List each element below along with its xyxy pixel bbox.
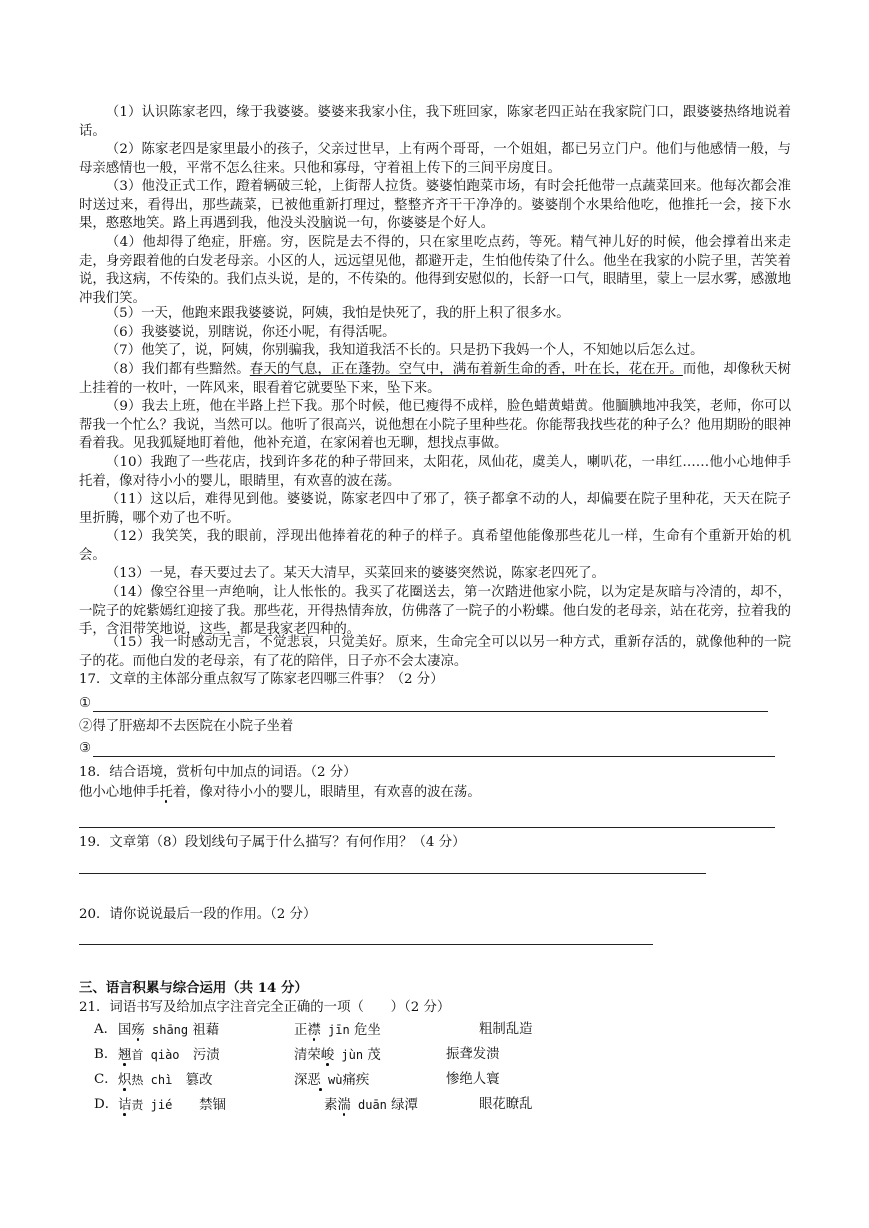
article-paragraph-4: （4）他却得了绝症，肝癌。穷，医院是去不得的，只在家里吃点药，等死。精气神儿好的时候，他会撑着出来走走，身旁跟着他的白发老母亲。小区的人，远远望见他，都避开走，生怕他传染了什么。他坐在我家的小院子里，苦笑着说，我这病，不传染的。我们点头说，是的，不传染的。他得到安慰似的，长舒一口气，眼睛里，蒙上一层水雾，感激地冲我们笑。 — [79, 235, 791, 306]
pinyin: 热 chì — [131, 1073, 173, 1087]
dotted-character: 殇 — [131, 1023, 145, 1038]
dotted-character: 襟 — [307, 1023, 321, 1038]
article-paragraph-14: （14）像空谷里一声绝响，让人怅怅的。我买了花圈送去，第一次踏进他家小院，以为定是灰暗与冷清的，却不，一院子的姹紫嫣红迎接了我。那些花，开得热情奔放，仿佛落了一院子的小粉蝶。他白发的老母亲，站在花旁，拉着我的手，含泪带笑地说，这些，都是我家老四种的。 — [79, 585, 791, 638]
q18-answer-line[interactable] — [79, 827, 775, 828]
article-paragraph-12: （12）我笑笑，我的眼前，浮现出他捧着花的种子的样子。真希望他能像那些花儿一样，生命有个重新开始的机会。 — [79, 529, 791, 563]
q17-item3-marker: ③ — [79, 741, 92, 756]
paragraph-8-tail: 而他，却像秋天树上挂着的一枚叶，一阵风来，眼看着它就要坠下来，坠下来。 — [79, 362, 791, 396]
option-word-2: 素湍 duān 绿潭 — [324, 1098, 418, 1113]
q20-answer-line[interactable] — [79, 944, 653, 945]
pinyin: jùn — [334, 1048, 364, 1062]
pinyin: jīn — [320, 1023, 350, 1037]
article-paragraph-1: （1）认识陈家老四，缘于我婆婆。婆婆来我家小住，我下班回家，陈家老四正站在我家院门口，跟婆婆热络地说着话。 — [79, 105, 791, 139]
article-paragraph-2: （2）陈家老四是家里最小的孩子，父亲过世早，上有两个哥哥，一个姐姐，都已另立门户。他们与他感情一般，与母亲感情也一般，平常不怎么往来。只他和寡母，守着祖上传下的三间平房度日。 — [79, 142, 791, 176]
paragraph-8-underlined-sentence: 春天的气息，正在蓬勃。空气中，满布着新生命的香，叶在长，花在开。 — [249, 362, 683, 377]
q21-prompt: 21．词语书写及给加点字注音完全正确的一项（ ）（2 分） — [79, 1000, 451, 1015]
option-word-3: 眼花瞭乱 — [479, 1097, 533, 1112]
article-paragraph-8 — [79, 361, 791, 398]
option-word-3: 振聋发溃 — [446, 1047, 500, 1062]
article-paragraph-15: （15）我一时感动无言，不觉悲哀，只觉美好。原来，生命完全可以以另一种方式，重新存活的，就像他种的一院子的花。而他白发的老母亲，有了花的陪伴，日子亦不会太凄凉。 — [79, 635, 791, 669]
article-paragraph-6: （6）我婆婆说，别瞎说，你还小呢，有得活呢。 — [105, 325, 396, 340]
option-label: B． — [94, 1047, 118, 1062]
option-label: C． — [94, 1072, 118, 1087]
q18-prompt: 18．结合语境，赏析句中加点的词语。（2 分） — [79, 765, 357, 780]
section-3-heading: 三、语言积累与综合运用（共 14 分） — [79, 980, 308, 996]
option-label: A． — [94, 1022, 118, 1037]
option-word-1: 国殇 shāng 祖藉 — [118, 1023, 220, 1038]
pinyin: wù — [320, 1073, 343, 1087]
option-word-2: 深恶 wù痛疾 — [294, 1073, 370, 1088]
q18-sentence — [79, 784, 481, 803]
option-label: D． — [94, 1097, 119, 1112]
article-paragraph-11: （11）这以后，难得见到他。婆婆说，陈家老四中了邪了，筷子都拿不动的人，却偏要在院子里种花，天天在院子里折腾，哪个劝了也不听。 — [79, 492, 791, 526]
dotted-character: 炽 — [118, 1073, 132, 1088]
q17-item1-marker: ① — [79, 696, 92, 711]
dotted-character: 翘 — [118, 1048, 132, 1063]
pinyin: 首 qiào — [131, 1048, 180, 1062]
option-word-3: 粗制乱造 — [479, 1022, 533, 1037]
pinyin: shāng — [144, 1023, 189, 1037]
article-paragraph-9: （9）我去上班，他在半路上拦下我。那个时候，他已瘦得不成样，脸色蜡黄蜡黄。他腼腆地冲我笑，老师，你可以帮我一个忙么？我说，当然可以。他听了很高兴，说他想在小院子里种些花。你能帮我找些花的种子么？他用期盼的眼神看着我。见我狐疑地盯着他，他补充道，在家闲着也无聊，想找点事做。 — [79, 399, 791, 452]
q18-sentence-after: 着，像对待小小的婴儿，眼睛里，有欢喜的波在荡。 — [172, 785, 481, 800]
q17-answer-line-3[interactable] — [93, 756, 775, 757]
option-word-2: 正襟 jīn 危坐 — [294, 1023, 381, 1038]
dotted-character: 峻 — [320, 1048, 335, 1063]
option-word-2: 清荣峻 jùn 茂 — [294, 1048, 381, 1063]
pinyin: duān — [350, 1098, 387, 1112]
q18-sentence-before: 他小心地伸手 — [79, 785, 160, 800]
q20-prompt: 20．请你说说最后一段的作用。（2 分） — [79, 907, 317, 922]
option-word-1: 翘首 qiào 污渍 — [118, 1048, 220, 1063]
q17-prompt: 17．文章的主体部分重点叙写了陈家老四哪三件事？（2 分） — [79, 672, 444, 687]
q18-dotted-character: 托 — [159, 785, 173, 800]
q19-answer-line[interactable] — [79, 873, 706, 874]
paragraph-8-lead: （8）我们都有些黯然。 — [105, 362, 250, 377]
dotted-character: 湍 — [337, 1098, 351, 1113]
option-word-1: 炽热 chì 篡改 — [118, 1073, 213, 1088]
dotted-character: 诘 — [118, 1098, 132, 1113]
article-paragraph-3: （3）他没正式工作，蹬着辆破三轮，上街帮人拉货。婆婆怕跑菜市场，有时会托他带一点蔬菜回来。他每次都会准时送过来，看得出，那些蔬菜，已被他重新打理过，整整齐齐干干净净的。婆婆削个水果给他吃，他推托一会，接下水果，憨憨地笑。路上再遇到我，他没头没脑说一句，你婆婆是个好人。 — [79, 179, 791, 232]
article-paragraph-5: （5）一天，他跑来跟我婆婆说，阿姨，我怕是快死了，我的肝上积了很多水。 — [105, 306, 570, 321]
article-paragraph-10: （10）我跑了一些花店，找到许多花的种子带回来，太阳花，凤仙花，虞美人，喇叭花，一串红……他小心地伸手托着，像对待小小的婴儿，眼睛里，有欢喜的波在荡。 — [79, 455, 791, 489]
option-word-1: 诘责 jié 禁锢 — [118, 1098, 226, 1113]
pinyin: 责 jié — [131, 1098, 173, 1112]
article-paragraph-7: （7）他笑了，说，阿姨，你别骗我，我知道我活不长的。只是扔下我妈一个人，不知她以后怎么过。 — [105, 343, 704, 358]
q17-item2: ②得了肝癌却不去医院在小院子坐着 — [79, 719, 294, 734]
q19-prompt: 19．文章第（8）段划线句子属于什么描写？有何作用？（4 分） — [79, 835, 466, 850]
article-paragraph-13: （13）一晃，春天要过去了。某天大清早，买菜回来的婆婆突然说，陈家老四死了。 — [105, 566, 605, 581]
q17-answer-line-1[interactable] — [93, 711, 768, 712]
option-word-3: 惨绝人寰 — [446, 1072, 500, 1087]
